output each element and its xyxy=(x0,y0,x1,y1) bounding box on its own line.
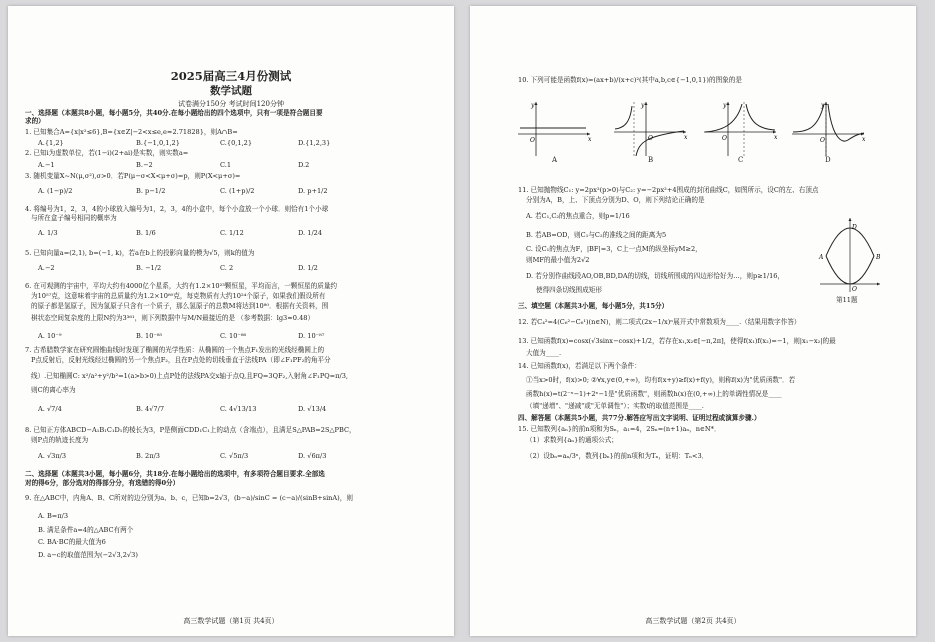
figure-11-label: 第11题 xyxy=(836,296,858,304)
question-6-line4: 棋状态空间复杂度的上限N约为3³⁶¹，则下列数据中与M/N最接近的是 （参考数据：lg3≈0.48） xyxy=(31,314,315,322)
q3-option-b: B. p−1/2 xyxy=(136,187,166,195)
page-1-footer: 高三数学试题（第1页 共4页） xyxy=(183,617,279,625)
q1-option-d: D.{1,2,3} xyxy=(298,139,331,147)
graph-d-label: D xyxy=(825,156,831,164)
q4-option-b: B. 1/6 xyxy=(136,229,156,237)
q5-option-a: A.−2 xyxy=(38,264,55,272)
q9-option-b: B. 满足条件a=4的△ABC有两个 xyxy=(38,526,134,534)
question-15-part-1: （1）求数列{aₙ}的通项公式； xyxy=(526,436,618,444)
q5-option-b: B. −1/2 xyxy=(136,264,162,272)
q8-option-c: C. √5π/3 xyxy=(220,452,249,460)
q8-option-b: B. 2π/3 xyxy=(136,452,160,460)
section-2-heading: 二、选择题（本题共3小题，每小题6分，共18分.在每小题给出的选项中，有多项符合题目要求.全部选 xyxy=(25,470,325,478)
question-8-cont: 则P点的轨迹长度为 xyxy=(31,436,89,444)
q6-option-a: A. 10⁻⁹ xyxy=(38,332,62,340)
q9-option-a: A. B=π/3 xyxy=(38,512,69,520)
q11-option-d: D. 若分别作曲线段AO,OB,BD,DA的切线，切线所围成的四边形恰好为…，则p≥1/16， xyxy=(526,272,785,280)
question-1: 1. 已知集合A={x|x²≤6},B={x∈Z|−2<x≤e,e≈2.71828}，则A∩B= xyxy=(25,128,238,136)
q7-option-b: B. 4√7/7 xyxy=(136,405,165,413)
question-9: 9. 在△ABC中，内角A、B、C所对的边分别为a、b、c，已知b=2√3，(b−a)/sinC = (c−a)/(sinB+sinA)，则 xyxy=(25,494,353,502)
question-7-line4: 则C的离心率为 xyxy=(31,386,76,394)
exam-page-2 xyxy=(470,6,916,636)
exam-info: 试卷满分150分 考试时间120分钟 xyxy=(178,100,284,108)
question-14-line3: 函数h(x)=t(2⁻ˣ−1)+2ˣ−1是"优质函数"，则函数h(x)在(0,+∞)上的单调性情况是____ xyxy=(526,390,782,398)
section-1-heading-cont: 求的） xyxy=(25,117,45,125)
question-15-part-2: （2）设bₙ=aₙ/3ⁿ，数列{bₙ}的前n项和为Tₙ，证明：Tₙ<3． xyxy=(526,452,709,460)
graph-d-origin: O xyxy=(820,137,825,144)
q6-option-d: D. 10⁻⁸⁷ xyxy=(298,332,325,340)
q3-option-c: C. (1+p)/2 xyxy=(220,187,255,195)
question-3: 3. 随机变量X~N(μ,σ²),σ>0．若P(μ−σ<X<μ+σ)=p，则P(X<μ+σ)= xyxy=(25,172,241,180)
q7-option-d: D. √13/4 xyxy=(298,405,327,413)
section-2-heading-cont: 对的得6分，部分选对的得部分分，有选错的得0分） xyxy=(25,479,180,487)
q11-option-d-cont: 使得四条切线围成矩形 xyxy=(536,286,602,294)
page-2-footer: 高三数学试题（第2页 共4页） xyxy=(645,617,741,625)
graph-a-label: A xyxy=(552,156,558,164)
question-11-cont: 分别为A，B，上、下顶点分别为D、O，则下列结论正确的是 xyxy=(526,196,705,204)
q6-option-b: B. 10⁻⁸⁵ xyxy=(136,332,163,340)
question-6-line2: 为10⁵⁷克，这意味着宇宙的总质量约为1.2×10⁸⁰克，每克物质有大约10²⁴个原子，如果我们假设所有 xyxy=(31,292,326,300)
question-7-line3: 线）.已知椭圆C: x²/a²+y²/b²=1(a>b>0)上点P处的法线PA交x轴于点Q,且FQ=3QF₂,入射角∠F₁PQ=π/3, xyxy=(31,372,349,380)
q3-option-d: D. p+1/2 xyxy=(298,187,328,195)
graph-c-y-label: y xyxy=(723,102,727,109)
graph-b-label: B xyxy=(648,156,654,164)
graph-b-origin: O xyxy=(648,135,653,142)
q6-option-c: C. 10⁻⁸⁶ xyxy=(220,332,247,340)
question-8: 8. 已知正方体ABCD−A₁B₁C₁D₁的棱长为3，P是侧面CDD₁C₁上的动点（含端点），且满足S△PAB=2S△PBC， xyxy=(25,426,356,434)
graph-c-origin: O xyxy=(722,135,727,142)
q9-option-c: C. BA·BC的最大值为6 xyxy=(38,538,106,546)
question-14-line2: ①当x>0时，f(x)>0; ②∀x,y∈(0,+∞)，均有f(x+y)≥f(x)+f(y)，则称f(x)为"优质函数"．若 xyxy=(526,376,796,384)
question-11: 11. 已知抛物线C₁: y=2px²(p>0)与C₂: y=−2px²+4围成的封闭曲线C，如图所示，设C的左、右顶点 xyxy=(518,186,819,194)
graph-b xyxy=(610,98,690,158)
exam-title: 2025届高三4月份测试 xyxy=(170,69,292,83)
question-4: 4. 将编号为1，2，3，4的小球放入编号为1，2，3，4的小盒中，每个小盒放一个小球．则恰有1个小球 xyxy=(25,205,329,213)
q1-option-b: B.{−1,0,1,2} xyxy=(136,139,180,147)
graph-a xyxy=(514,98,594,158)
q9-option-d: D. a−c的取值范围为(−2√3,2√3) xyxy=(38,551,138,559)
q2-option-a: A.−1 xyxy=(38,161,55,169)
graph-b-x-label: x xyxy=(684,134,688,141)
exam-subtitle: 数学试题 xyxy=(210,85,252,97)
figure-11-closed-curve xyxy=(816,214,884,294)
graph-c-label: C xyxy=(738,156,744,164)
question-6-line3: 的原子都是氢原子，因为氢原子只含有一个质子，那么氢原子的总数M将达到10⁸⁰．根据有关资料，围 xyxy=(31,302,329,310)
exam-page-1 xyxy=(8,6,454,636)
fig11-point-a: A xyxy=(819,254,824,261)
q2-option-b: B.−2 xyxy=(136,161,153,169)
question-15: 15. 已知数列{aₙ}的前n项和为Sₙ，a₁=4，2Sₙ=(n+1)aₙ，n∈N*． xyxy=(518,425,721,433)
fig11-point-d: D xyxy=(852,224,857,231)
q11-option-c-cont: 则MF的最小值为2√2 xyxy=(526,256,590,264)
q11-option-a: A. 若C₁,C₂的焦点重合，则p=1/16 xyxy=(526,212,630,220)
graph-a-y-label: y xyxy=(531,102,535,109)
q1-option-a: A.{1,2} xyxy=(38,139,64,147)
question-12: 12. 若C₄²=4(C₆²−C₆¹)(n∈N)，则二项式(2x−1/x)ⁿ展开式中常数项为____.（结果用数字作答） xyxy=(518,318,801,326)
q4-option-a: A. 1/3 xyxy=(38,229,58,237)
q3-option-a: A. (1−p)/2 xyxy=(38,187,73,195)
q8-option-d: D. √6π/3 xyxy=(298,452,327,460)
graph-c xyxy=(700,98,780,158)
q7-option-a: A. √7/4 xyxy=(38,405,62,413)
question-14-line4: （填"递增"、"递减"或"无单调性"）；实数t的取值范围是____. xyxy=(526,402,704,410)
graph-a-x-label: x xyxy=(588,136,592,143)
question-13: 13. 已知函数f(x)=cosx(√3sinx−cosx)+1/2，若存在x₁,x₂∈[−π,2π]，使得f(x₁)f(x₂)=−1，则|x₁−x₂|的最 xyxy=(518,337,836,345)
section-4-heading: 四、解答题（本题共5小题，共77分.解答应写出文字说明、证明过程或演算步骤.） xyxy=(518,414,761,422)
section-3-heading: 三、填空题（本题共3小题，每小题5分，共15分） xyxy=(518,302,669,310)
question-4-cont: 与所在盒子编号相同的概率为 xyxy=(31,214,117,222)
q11-option-c: C. 设C₁的焦点为F，|BF|=3，C上一点M的纵坐标yM≥2， xyxy=(526,245,702,253)
graph-c-x-label: x xyxy=(774,134,778,141)
question-13-cont: 大值为____. xyxy=(526,349,562,357)
q5-option-d: D. 1/2 xyxy=(298,264,318,272)
question-14: 14. 已知函数f(x)，若满足以下两个条件： xyxy=(518,362,641,370)
q4-option-d: D. 1/24 xyxy=(298,229,323,237)
q11-option-b: B. 若AB=OD，则C₁与C₂的准线之间的距离为5 xyxy=(526,231,667,239)
question-6: 6. 在可观测的宇宙中，平均大约有4000亿个星系，大约有1.2×10²³颗恒星，平均而言，一颗恒星的质量约 xyxy=(25,282,338,290)
graph-a-origin: O xyxy=(530,137,535,144)
fig11-point-o: O xyxy=(852,286,857,293)
graph-d xyxy=(788,98,868,158)
q2-option-d: D.2 xyxy=(298,161,310,169)
q8-option-a: A. √3π/3 xyxy=(38,452,67,460)
section-1-heading: 一、选择题（本题共8小题，每小题5分，共40分.在每小题给出的四个选项中，只有一项是符合题目要 xyxy=(25,109,323,117)
question-10: 10. 下列可能是函数f(x)=(ax+b)/(x+c)²(其中a,b,c∈{−1,0,1})的图象的是 xyxy=(518,76,742,84)
question-2: 2. 已知i为虚数单位，若(1−i)(2+ai)是实数，则实数a= xyxy=(25,149,189,157)
q7-option-c: C. 4√13/13 xyxy=(220,405,257,413)
question-7: 7. 古希腊数学家在研究圆锥曲线时发现了椭圆的光学性质：从椭圆的一个焦点F₁发出的光线经椭圆上的 xyxy=(25,346,325,354)
question-5: 5. 已知向量a=(2,1), b=(−1, k)，若a在b上的投影向量的模为√5，则k的值为 xyxy=(25,249,255,257)
fig11-point-b: B xyxy=(876,254,881,261)
graph-d-x-label: x xyxy=(862,136,866,143)
q1-option-c: C.{0,1,2} xyxy=(220,139,253,147)
graph-d-y-label: y xyxy=(821,102,825,109)
q2-option-c: C.1 xyxy=(220,161,232,169)
q4-option-c: C. 1/12 xyxy=(220,229,244,237)
graph-b-y-label: y xyxy=(641,102,645,109)
question-7-line2: P点反射后，反射光线经过椭圆的另一个焦点F₂，且在P点处的切线垂直于法线PA（即∠F₁PF₂的角平分 xyxy=(31,356,331,364)
q5-option-c: C. 2 xyxy=(220,264,234,272)
